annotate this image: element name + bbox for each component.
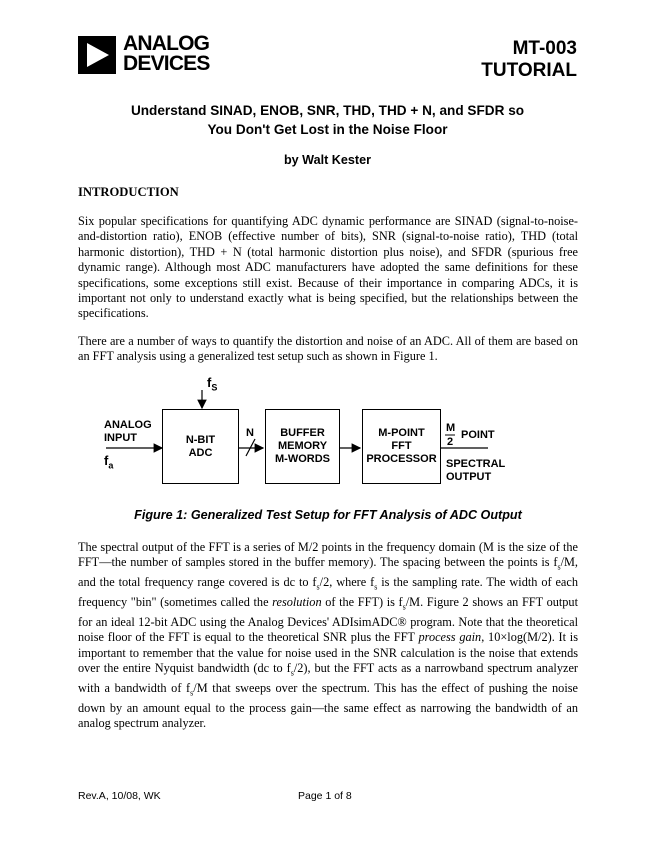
fraction-numerator: M xyxy=(446,422,456,434)
fft-processor-block xyxy=(362,409,441,484)
figure-caption: Figure 1: Generalized Test Setup for FFT Analysis of ADC Output xyxy=(134,508,522,522)
italic-term: process gain xyxy=(418,630,482,645)
logo-line-analog: ANALOG xyxy=(123,32,210,55)
text-run: is the sampling rate. The width of each frequency "bin" (sometimes called the xyxy=(78,575,578,610)
buffer-line-3: M-WORDS xyxy=(275,453,330,465)
fft-line-1: M-POINT xyxy=(378,427,425,439)
intro-paragraph-1 xyxy=(78,214,578,322)
page-title xyxy=(60,101,595,139)
footer-page-number: Page 1 of 8 xyxy=(298,790,352,802)
subscript: s xyxy=(190,688,194,698)
text-run: /2), but the FFT acts as a narrowband spectrum analyzer with a bandwidth of f xyxy=(78,661,578,696)
buffer-line-1: BUFFER xyxy=(280,427,325,439)
italic-term: resolution xyxy=(272,595,322,610)
text-run: , 10×log(M/2). It is important to remember that the value for noise used in the SNR calculation is the noise that extends over the entire Nyquist bandwidth (dc to f xyxy=(78,630,578,676)
subscript: s xyxy=(402,602,406,612)
paragraph-text: There are a number of ways to quantify the distortion and noise of an ADC. All of them are based on an FFT analysis using a generalized test setup such as shown in Figure 1. xyxy=(78,334,578,364)
output-line-2: OUTPUT xyxy=(446,471,492,483)
fa-subscript: a xyxy=(108,460,114,471)
paragraph-text: Six popular specifications for quantifying ADC dynamic performance are SINAD (signal-to-noise-and-distortion ratio), ENOB (effective number of bits), SNR (signal-to-noise ratio), THD (total harmonic distortion), THD + N (total harmonic distortion plus noise), and SFDR (spurious free dynamic range). Although most ADC manufacturers have adopted the same definitions for these specifications, some exceptions still exist. Because of their importance in comparing ADCs, it is important not only to understand exactly what is being specified, but the relationships between the specifications. xyxy=(78,214,578,321)
adc-line-1: N-BIT xyxy=(185,433,216,446)
text-run: /M. Figure 2 shows an FFT output for an ideal 12-bit ADC using the Analog Devices' ADIsimADC® program. Note that the theoretical noise floor of the FFT is equal to the theoretical SNR plus the FFT xyxy=(78,595,578,645)
adc-line-2: ADC xyxy=(188,446,213,459)
analog-input-label xyxy=(104,419,152,445)
bus-width-label: N xyxy=(246,427,254,439)
subscript: s xyxy=(374,582,378,592)
subscript: s xyxy=(290,668,294,678)
fft-line-3: PROCESSOR xyxy=(366,453,437,465)
point-label: POINT xyxy=(461,429,495,441)
intro-paragraph-3 xyxy=(78,540,578,732)
input-line-1: ANALOG xyxy=(104,419,152,431)
fs-subscript: S xyxy=(211,382,218,393)
document-id xyxy=(481,38,577,82)
fa-symbol: f xyxy=(104,453,109,468)
text-run: /M that sweeps over the spectrum. This has the effect of pushing the noise down by an amount equal to the process gain—the same effect as narrowing the bandwidth of an analog spectrum analyzer. xyxy=(78,681,578,731)
text-run: /M, and the total frequency range covered is dc to f xyxy=(78,555,578,590)
section-heading-introduction: INTRODUCTION xyxy=(78,185,179,199)
fs-symbol: f xyxy=(207,375,212,390)
title-line-2: You Don't Get Lost in the Noise Floor xyxy=(207,122,448,137)
output-line-1: SPECTRAL xyxy=(446,458,506,470)
buffer-line-2: MEMORY xyxy=(277,440,328,452)
input-line-2: INPUT xyxy=(104,432,137,444)
fa-label xyxy=(104,454,113,473)
subscript: s xyxy=(316,582,320,592)
fs-label xyxy=(207,376,217,395)
author-byline: by Walt Kester xyxy=(283,153,371,167)
logo-triangle-icon xyxy=(78,36,116,74)
spectral-output-label xyxy=(446,458,505,484)
intro-paragraph-2 xyxy=(78,334,578,365)
buffer-memory-block xyxy=(265,409,340,484)
document-type: TUTORIAL xyxy=(481,60,577,81)
text-run: The spectral output of the FFT is a series of M/2 points in the frequency domain (M is the size of the FFT—the number of samples stored in the buffer memory). The spacing between the points is f xyxy=(78,540,578,570)
fft-line-2: FFT xyxy=(391,440,412,452)
subscript: s xyxy=(557,562,561,572)
fraction-denominator: 2 xyxy=(447,436,454,448)
title-line-1: Understand SINAD, ENOB, SNR, THD, THD + N, and SFDR so xyxy=(130,103,525,118)
paragraph-text xyxy=(78,540,578,732)
text-run: of the FFT) is f xyxy=(321,595,403,610)
logo-line-devices: DEVICES xyxy=(123,52,210,75)
text-run: /2, where f xyxy=(319,575,375,590)
footer-revision: Rev.A, 10/08, WK xyxy=(78,790,161,802)
document-number: MT-003 xyxy=(512,38,577,59)
fft-test-setup-diagram xyxy=(78,372,578,492)
logo-wordmark xyxy=(123,34,210,74)
adc-block xyxy=(162,409,239,484)
